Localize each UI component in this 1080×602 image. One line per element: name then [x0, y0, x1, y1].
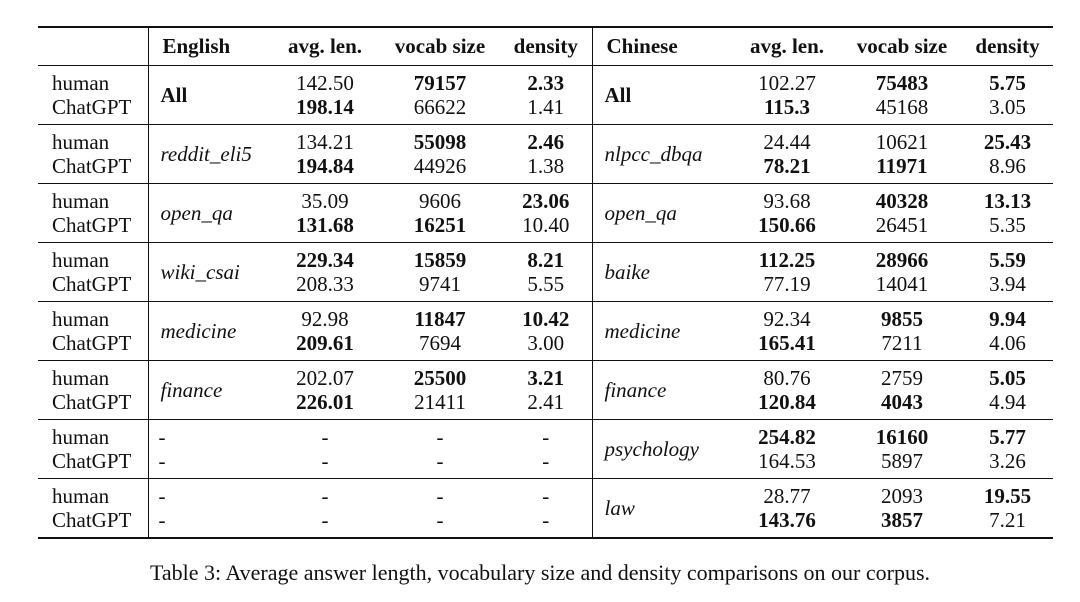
zh-vocab-size-value: 4043 [881, 389, 923, 414]
en-density-value: 1.41 [527, 94, 565, 119]
zh-avg-len-value: 102.27 [758, 70, 816, 95]
label-human: human [52, 365, 110, 390]
zh-density-cell [962, 478, 1053, 538]
zh-vocab-size-value: 26451 [875, 212, 929, 237]
label-chatgpt: ChatGPT [52, 330, 132, 355]
en-subset-name: wiki_csai [148, 242, 270, 301]
zh-vocab-size-value: 7211 [881, 330, 923, 355]
label-human: human [52, 129, 110, 154]
zh-avg-len-value: 93.68 [763, 188, 811, 213]
zh-subset-name: open_qa [592, 183, 732, 242]
zh-avg-len-value: 115.3 [763, 94, 811, 119]
en-vocab-size-cell [380, 301, 500, 360]
zh-density-value: 3.26 [989, 448, 1026, 473]
row-labels [38, 419, 148, 478]
zh-density-cell [962, 360, 1053, 419]
header-zh-density: density [975, 34, 1040, 59]
zh-subset-name: law [592, 478, 732, 538]
zh-avg-len-cell [732, 65, 842, 124]
zh-density-value: 5.77 [989, 424, 1026, 449]
zh-density-value: 3.05 [989, 94, 1026, 119]
zh-avg-len-value: 28.77 [763, 483, 811, 508]
en-density-value: 5.55 [527, 271, 565, 296]
en-vocab-size-cell [380, 419, 500, 478]
en-vocab-size-cell [380, 360, 500, 419]
table-row [38, 419, 1053, 478]
en-density-value: - [542, 424, 550, 449]
zh-subset-name: finance [592, 360, 732, 419]
zh-avg-len-value: 254.82 [758, 424, 816, 449]
table-row [38, 242, 1053, 301]
header-zh-vocab-size: vocab size [856, 34, 948, 59]
zh-avg-len-cell [732, 360, 842, 419]
zh-vocab-size-value: 2759 [881, 365, 923, 390]
en-subset-name: open_qa [148, 183, 270, 242]
zh-density-cell [962, 183, 1053, 242]
row-labels [38, 478, 148, 538]
en-density-cell [500, 242, 592, 301]
zh-density-cell [962, 65, 1053, 124]
table-container [38, 26, 1053, 539]
comparison-table [38, 26, 1053, 539]
header-english: English [148, 27, 270, 65]
en-density-value: 10.40 [522, 212, 570, 237]
table-row [38, 360, 1053, 419]
zh-density-value: 5.35 [989, 212, 1026, 237]
en-avg-len-value: - [321, 507, 329, 532]
en-vocab-size-value: 79157 [413, 70, 467, 95]
en-vocab-size-value: 7694 [419, 330, 461, 355]
zh-avg-len-value: 78.21 [763, 153, 811, 178]
en-density-cell [500, 183, 592, 242]
en-vocab-size-cell [380, 124, 500, 183]
zh-vocab-size-cell [842, 65, 962, 124]
label-chatgpt: ChatGPT [52, 271, 132, 296]
en-avg-len-cell [270, 419, 380, 478]
en-density-cell [500, 419, 592, 478]
en-density-value: 10.42 [522, 306, 570, 331]
en-avg-len-value: 134.21 [296, 129, 354, 154]
en-subset-cell [148, 478, 270, 538]
label-human: human [52, 483, 110, 508]
en-subset-dash: - [158, 483, 166, 508]
en-subset-dash: - [158, 448, 166, 473]
zh-avg-len-value: 143.76 [758, 507, 816, 532]
zh-subset-name: psychology [592, 419, 732, 478]
zh-vocab-size-value: 45168 [875, 94, 929, 119]
en-vocab-size-value: 11847 [414, 306, 466, 331]
zh-avg-len-value: 24.44 [763, 129, 811, 154]
table-row [38, 65, 1053, 124]
en-avg-len-cell [270, 360, 380, 419]
en-vocab-size-value: 55098 [413, 129, 467, 154]
en-subset-dash: - [158, 424, 166, 449]
zh-avg-len-cell [732, 301, 842, 360]
en-avg-len-cell [270, 183, 380, 242]
zh-density-cell [962, 419, 1053, 478]
en-avg-len-value: 209.61 [296, 330, 354, 355]
en-avg-len-value: 35.09 [301, 188, 349, 213]
header-zh-avg-len: avg. len. [749, 34, 825, 59]
row-labels [38, 242, 148, 301]
table-body [38, 65, 1053, 538]
en-vocab-size-cell [380, 65, 500, 124]
en-avg-len-value: 226.01 [296, 389, 354, 414]
zh-density-value: 5.05 [989, 365, 1026, 390]
en-density-value: 23.06 [522, 188, 570, 213]
zh-vocab-size-cell [842, 124, 962, 183]
row-labels [38, 124, 148, 183]
en-density-value: 2.46 [527, 129, 565, 154]
zh-avg-len-value: 80.76 [763, 365, 811, 390]
zh-avg-len-value: 92.34 [763, 306, 811, 331]
en-vocab-size-value: - [436, 483, 444, 508]
label-chatgpt: ChatGPT [52, 94, 132, 119]
en-vocab-size-cell [380, 183, 500, 242]
en-vocab-size-value: 44926 [413, 153, 467, 178]
en-density-value: 3.00 [527, 330, 565, 355]
zh-avg-len-cell [732, 124, 842, 183]
en-avg-len-cell [270, 478, 380, 538]
zh-avg-len-cell [732, 478, 842, 538]
label-chatgpt: ChatGPT [52, 153, 132, 178]
en-avg-len-value: 208.33 [296, 271, 354, 296]
zh-density-value: 8.96 [989, 153, 1026, 178]
en-vocab-size-value: 15859 [413, 247, 467, 272]
zh-density-value: 13.13 [983, 188, 1032, 213]
header-en-density: density [513, 34, 578, 59]
zh-subset-name: baike [592, 242, 732, 301]
en-subset-cell [148, 419, 270, 478]
en-avg-len-value: 229.34 [296, 247, 354, 272]
label-chatgpt: ChatGPT [52, 212, 132, 237]
zh-vocab-size-value: 10621 [875, 129, 929, 154]
en-avg-len-cell [270, 65, 380, 124]
zh-vocab-size-value: 5897 [881, 448, 923, 473]
label-human: human [52, 188, 110, 213]
en-vocab-size-value: 9606 [419, 188, 461, 213]
table-row [38, 183, 1053, 242]
zh-density-cell [962, 124, 1053, 183]
zh-density-value: 3.94 [989, 271, 1026, 296]
zh-vocab-size-cell [842, 242, 962, 301]
en-avg-len-value: 92.98 [301, 306, 349, 331]
zh-vocab-size-value: 3857 [881, 507, 923, 532]
en-vocab-size-value: 9741 [419, 271, 461, 296]
zh-avg-len-value: 150.66 [758, 212, 816, 237]
row-labels [38, 301, 148, 360]
en-density-value: 2.41 [527, 389, 565, 414]
label-human: human [52, 306, 110, 331]
zh-vocab-size-value: 16160 [875, 424, 929, 449]
zh-density-value: 7.21 [989, 507, 1026, 532]
en-vocab-size-value: 16251 [413, 212, 467, 237]
zh-density-value: 19.55 [983, 483, 1032, 508]
en-subset-dash: - [158, 507, 166, 532]
zh-vocab-size-value: 9855 [881, 306, 923, 331]
en-avg-len-value: 194.84 [296, 153, 354, 178]
en-density-value: 3.21 [527, 365, 565, 390]
en-density-value: - [542, 483, 550, 508]
en-vocab-size-value: 21411 [414, 389, 466, 414]
row-labels [38, 360, 148, 419]
row-labels [38, 65, 148, 124]
en-vocab-size-cell [380, 242, 500, 301]
en-vocab-size-value: 25500 [413, 365, 467, 390]
header-chinese: Chinese [592, 27, 732, 65]
zh-avg-len-value: 164.53 [758, 448, 816, 473]
zh-vocab-size-cell [842, 360, 962, 419]
en-vocab-size-value: 66622 [413, 94, 467, 119]
zh-vocab-size-value: 11971 [876, 153, 928, 178]
zh-density-value: 4.94 [989, 389, 1026, 414]
zh-avg-len-value: 77.19 [763, 271, 811, 296]
en-subset-name: All [148, 65, 270, 124]
en-vocab-size-value: - [436, 448, 444, 473]
en-subset-name: medicine [148, 301, 270, 360]
zh-avg-len-value: 120.84 [758, 389, 816, 414]
en-density-cell [500, 360, 592, 419]
en-density-value: 2.33 [527, 70, 565, 95]
label-chatgpt: ChatGPT [52, 389, 132, 414]
zh-vocab-size-cell [842, 478, 962, 538]
table-row [38, 478, 1053, 538]
table-row [38, 124, 1053, 183]
zh-avg-len-value: 112.25 [758, 247, 816, 272]
en-subset-name: finance [148, 360, 270, 419]
en-avg-len-cell [270, 124, 380, 183]
zh-vocab-size-cell [842, 183, 962, 242]
header-en-avg-len: avg. len. [287, 34, 363, 59]
en-avg-len-cell [270, 301, 380, 360]
label-human: human [52, 247, 110, 272]
zh-density-value: 4.06 [989, 330, 1026, 355]
zh-vocab-size-value: 14041 [875, 271, 929, 296]
en-avg-len-value: 202.07 [296, 365, 354, 390]
zh-density-cell [962, 242, 1053, 301]
zh-vocab-size-value: 40328 [875, 188, 929, 213]
en-density-value: - [542, 448, 550, 473]
header-en-vocab-size: vocab size [394, 34, 486, 59]
zh-vocab-size-value: 2093 [881, 483, 923, 508]
table-row [38, 301, 1053, 360]
table-caption: Table 3: Average answer length, vocabulary size and density comparisons on our corpus. [149, 560, 931, 585]
header-row [38, 27, 1053, 65]
en-avg-len-value: - [321, 483, 329, 508]
zh-avg-len-cell [732, 183, 842, 242]
en-subset-name: reddit_eli5 [148, 124, 270, 183]
zh-subset-name: medicine [592, 301, 732, 360]
row-labels [38, 183, 148, 242]
zh-density-value: 25.43 [983, 129, 1032, 154]
en-density-cell [500, 301, 592, 360]
zh-avg-len-cell [732, 242, 842, 301]
en-avg-len-value: 142.50 [296, 70, 354, 95]
en-density-cell [500, 65, 592, 124]
zh-avg-len-cell [732, 419, 842, 478]
zh-subset-name: nlpcc_dbqa [592, 124, 732, 183]
en-vocab-size-value: - [436, 507, 444, 532]
en-avg-len-value: - [321, 424, 329, 449]
zh-density-value: 9.94 [989, 306, 1026, 331]
en-vocab-size-value: - [436, 424, 444, 449]
en-vocab-size-cell [380, 478, 500, 538]
en-avg-len-value: - [321, 448, 329, 473]
label-chatgpt: ChatGPT [52, 448, 132, 473]
zh-vocab-size-cell [842, 301, 962, 360]
zh-density-value: 5.59 [989, 247, 1026, 272]
label-human: human [52, 424, 110, 449]
en-avg-len-value: 131.68 [296, 212, 354, 237]
label-human: human [52, 70, 110, 95]
zh-avg-len-value: 165.41 [758, 330, 816, 355]
label-chatgpt: ChatGPT [52, 507, 132, 532]
zh-vocab-size-cell [842, 419, 962, 478]
zh-vocab-size-value: 75483 [875, 70, 929, 95]
en-avg-len-value: 198.14 [296, 94, 354, 119]
header-blank [38, 27, 148, 65]
en-density-value: 8.21 [527, 247, 565, 272]
en-density-cell [500, 124, 592, 183]
en-density-value: 1.38 [527, 153, 565, 178]
zh-density-value: 5.75 [989, 70, 1026, 95]
en-density-cell [500, 478, 592, 538]
zh-density-cell [962, 301, 1053, 360]
en-density-value: - [542, 507, 550, 532]
zh-vocab-size-value: 28966 [875, 247, 929, 272]
en-avg-len-cell [270, 242, 380, 301]
zh-subset-name: All [592, 65, 732, 124]
